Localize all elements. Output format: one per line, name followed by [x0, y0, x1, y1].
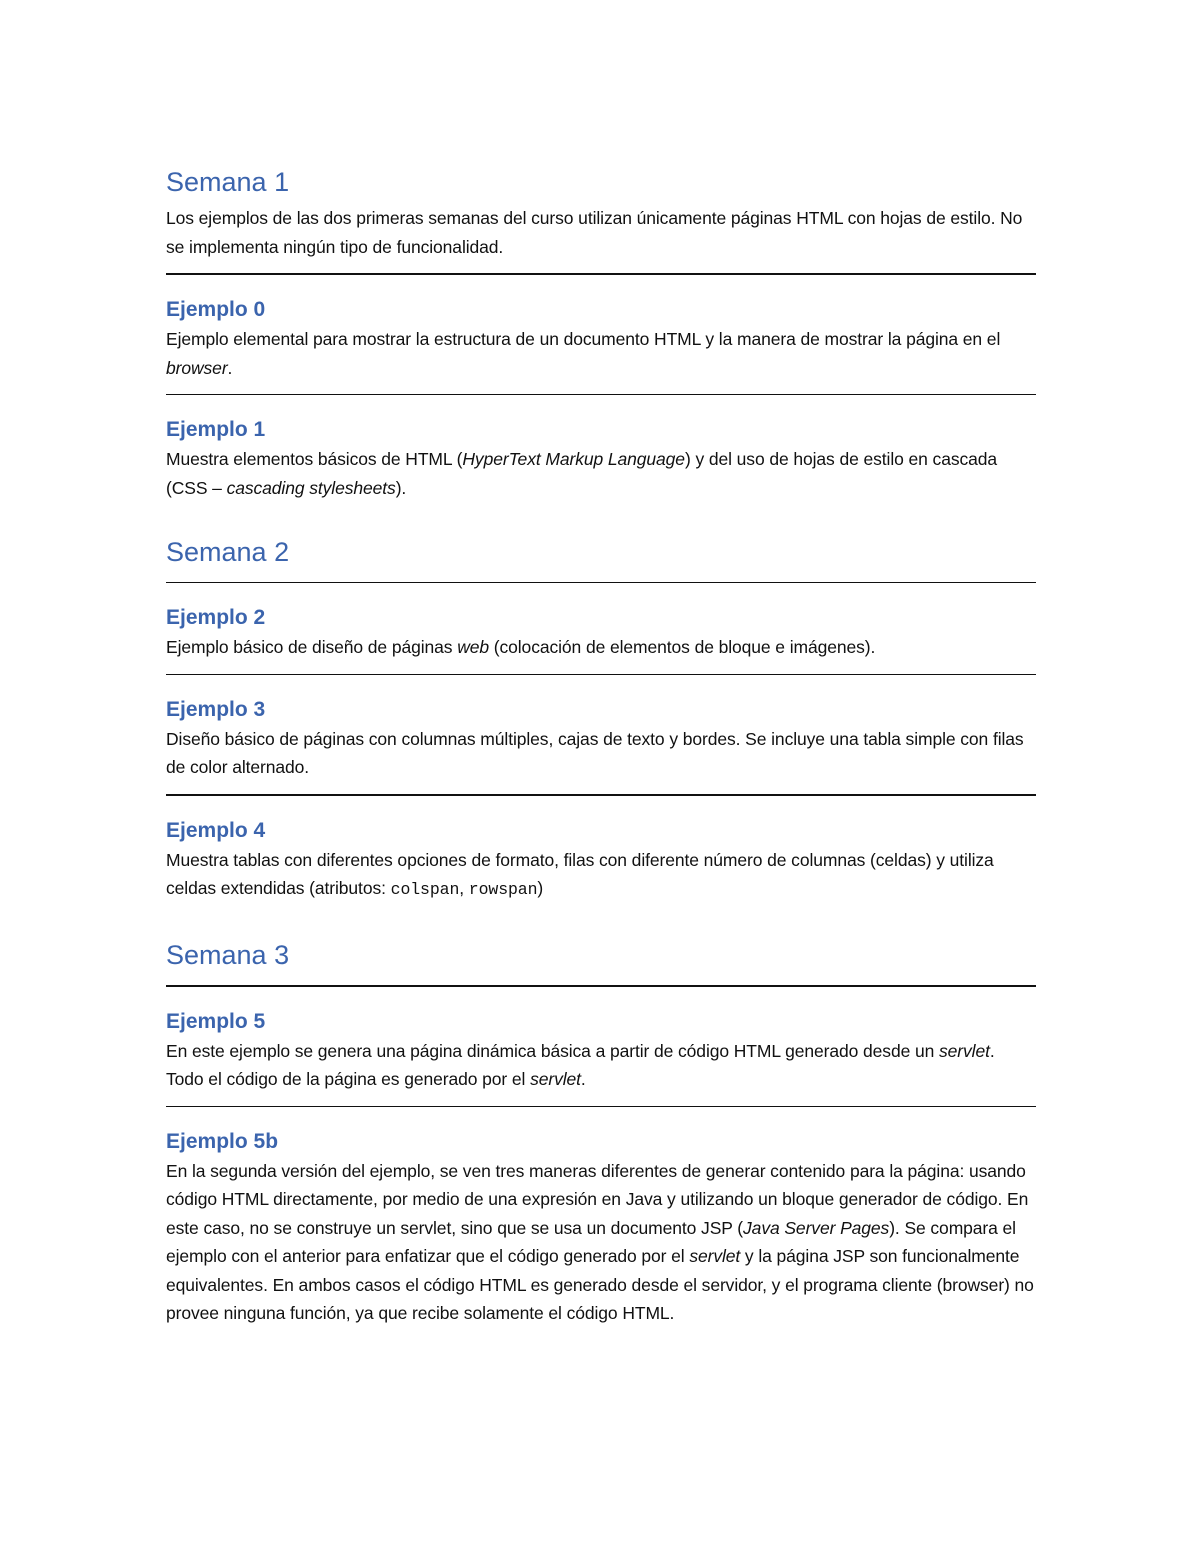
- example-2-heading: Ejemplo 2: [166, 606, 266, 629]
- example-4-description: Muestra tablas con diferentes opciones de formato, filas con diferente número de columnas (celdas) y utiliza celdas extendidas (atributos: colspan, rowspan): [166, 849, 994, 899]
- week-1-intro: Los ejemplos de las dos primeras semanas del curso utilizan únicamente páginas HTML con hojas de estilo. No se implementa ningún tipo de funcionalidad.: [166, 208, 1023, 257]
- week-1-heading: Semana 1: [166, 167, 290, 197]
- example-5b-description: En la segunda versión del ejemplo, se ven tres maneras diferentes de generar contenido para la página: usando código HTML directamente, por medio de una expresión en Java y utilizando un bloque generador de código. En este caso, no se construye un servlet, sino que se usa un documento JSP (Java Server Pages). Se compara el ejemplo con el anterior para enfatizar que el código generado por el servlet y la página JSP son funcionalmente equivalentes. En ambos casos el código HTML es generado desde el servidor, y el programa cliente (browser) no provee ninguna función, ya que recibe solamente el código HTML.: [166, 1160, 1034, 1323]
- example-4-heading: Ejemplo 4: [166, 818, 266, 842]
- example-1-heading: Ejemplo 1: [166, 418, 266, 441]
- document-page: [166, 160, 1036, 1328]
- week-2-heading: Semana 2: [166, 537, 290, 567]
- example-0-description: Ejemplo elemental para mostrar la estructura de un documento HTML y la manera de mostrar la página en el browser.: [166, 329, 1001, 378]
- example-3-description: Diseño básico de páginas con columnas múltiples, cajas de texto y bordes. Se incluye una tabla simple con filas de color alternado.: [166, 728, 1024, 777]
- example-5b-heading: Ejemplo 5b: [166, 1129, 279, 1153]
- example-2-description: Ejemplo básico de diseño de páginas web (colocación de elementos de bloque e imágenes).: [166, 637, 876, 657]
- example-5-description: En este ejemplo se genera una página dinámica básica a partir de código HTML generado desde un servlet. Todo el código de la página es generado por el servlet.: [166, 1040, 995, 1089]
- example-0-heading: Ejemplo 0: [166, 298, 266, 321]
- week-3-heading: Semana 3: [166, 939, 290, 970]
- example-3-heading: Ejemplo 3: [166, 697, 266, 721]
- example-5-heading: Ejemplo 5: [166, 1009, 266, 1033]
- example-1-description: Muestra elementos básicos de HTML (HyperText Markup Language) y del uso de hojas de estilo en cascada (CSS – cascading stylesheets).: [166, 449, 998, 498]
